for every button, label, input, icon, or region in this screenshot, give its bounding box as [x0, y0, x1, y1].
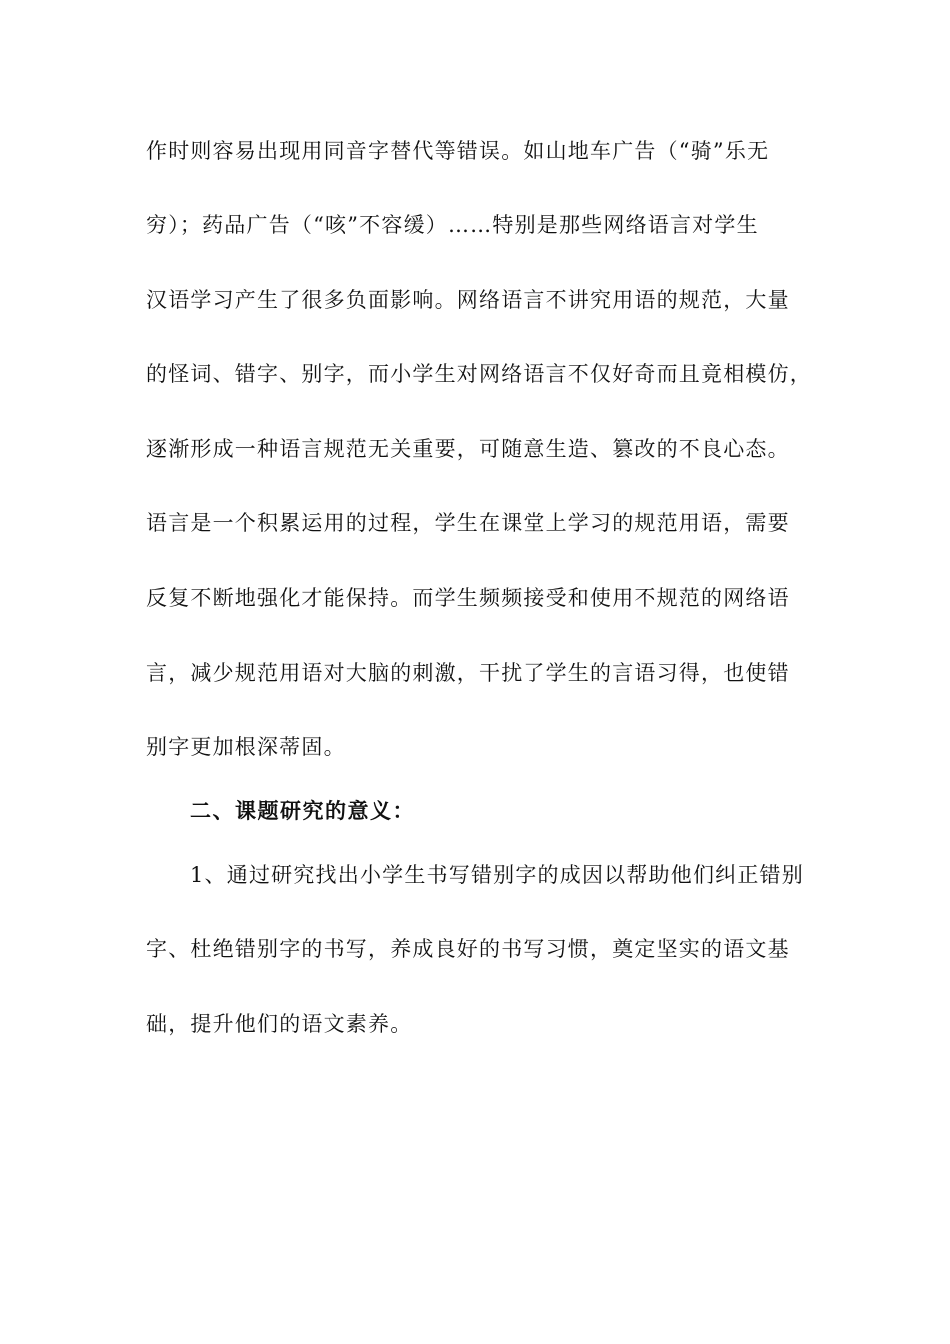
paragraph-line: 别字更加根深蒂固。 — [146, 735, 346, 759]
paragraph-line: 穷）；药品广告（“咳”不容缓）……特别是那些网络语言对学生 — [146, 213, 759, 237]
paragraph-line: 字、杜绝错别字的书写，养成良好的书写习惯，奠定坚实的语文基 — [146, 937, 790, 961]
paragraph-line: 作时则容易出现用同音字替代等错误。如山地车广告（“骑”乐无 — [146, 139, 770, 163]
paragraph-line: 础，提升他们的语文素养。 — [146, 1012, 413, 1036]
paragraph-line: 1、通过研究找出小学生书写错别字的成因以帮助他们纠正错别 — [190, 863, 804, 887]
paragraph-line: 逐渐形成一种语言规范无关重要，可随意生造、篡改的不良心态。 — [146, 437, 790, 461]
paragraph-line: 语言是一个积累运用的过程，学生在课堂上学习的规范用语，需要 — [146, 511, 790, 535]
paragraph-line: 汉语学习产生了很多负面影响。网络语言不讲究用语的规范，大量 — [146, 288, 790, 312]
paragraph-line: 反复不断地强化才能保持。而学生频频接受和使用不规范的网络语 — [146, 586, 790, 610]
paragraph-line: 言，减少规范用语对大脑的刺激，干扰了学生的言语习得，也使错 — [146, 661, 790, 685]
section-heading: 二、课题研究的意义： — [190, 799, 415, 823]
paragraph-line: 的怪词、错字、别字，而小学生对网络语言不仅好奇而且竟相模仿， — [146, 362, 812, 386]
